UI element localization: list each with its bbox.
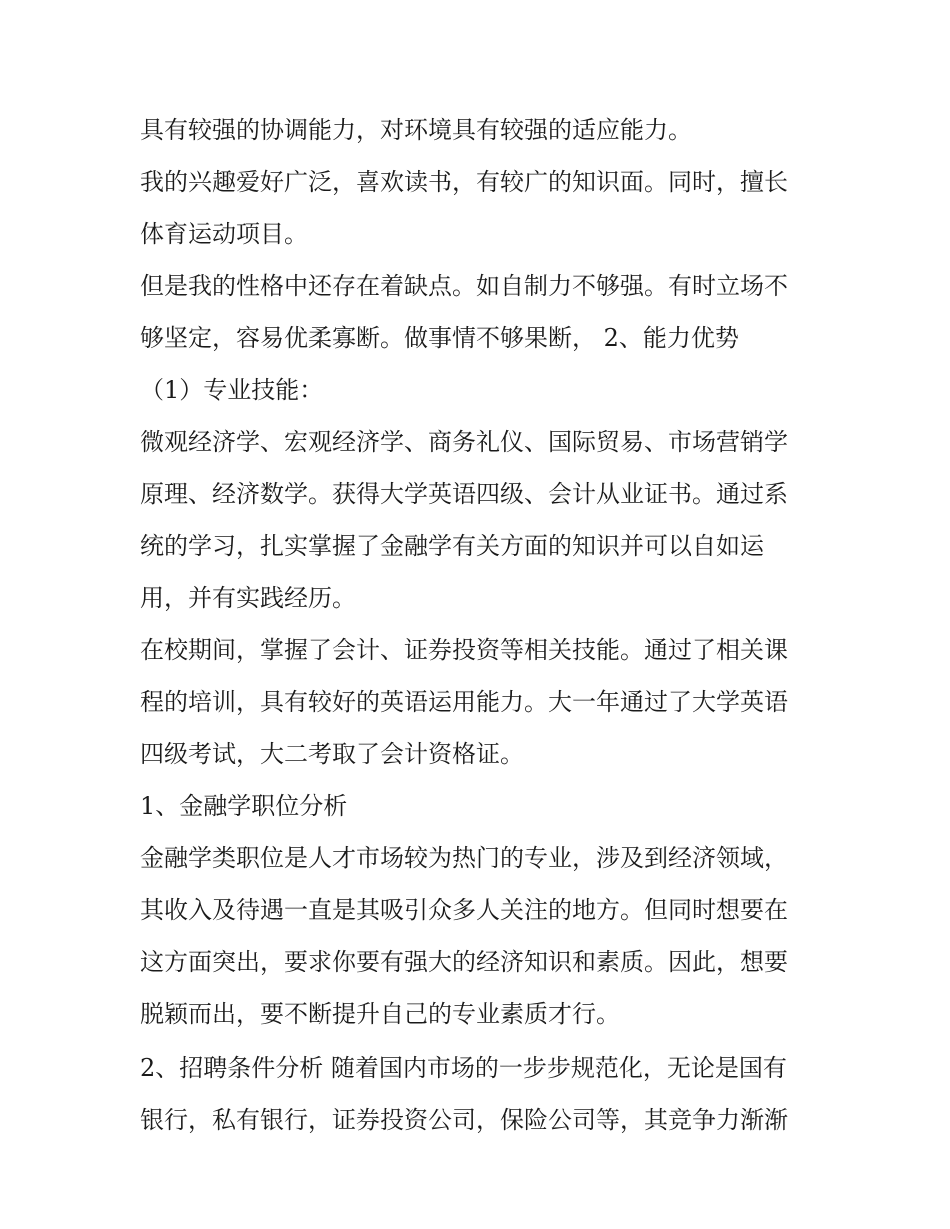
- text-line: 统的学习，扎实掌握了金融学有关方面的知识并可以自如运: [140, 532, 764, 560]
- section-heading: 1、金融学职位分析: [140, 792, 348, 820]
- text-line: 原理、经济数学。获得大学英语四级、会计从业证书。通过系: [140, 480, 788, 508]
- text-line: 但是我的性格中还存在着缺点。如自制力不够强。有时立场不: [140, 272, 788, 300]
- text-line: 程的培训，具有较好的英语运用能力。大一年通过了大学英语: [140, 688, 788, 716]
- text-line: 具有较强的协调能力，对环境具有较强的适应能力。: [140, 116, 692, 144]
- text-line: 2、招聘条件分析 随着国内市场的一步步规范化，无论是国有: [140, 1054, 787, 1082]
- text-line: 我的兴趣爱好广泛，喜欢读书，有较广的知识面。同时，擅长: [140, 168, 788, 196]
- text-line: 在校期间，掌握了会计、证券投资等相关技能。通过了相关课: [140, 636, 788, 664]
- text-line: 用，并有实践经历。: [140, 584, 356, 612]
- text-line: 金融学类职位是人才市场较为热门的专业，涉及到经济领域，: [140, 844, 788, 872]
- text-line: 体育运动项目。: [140, 220, 308, 248]
- text-line: 银行，私有银行，证券投资公司，保险公司等，其竞争力渐渐: [140, 1106, 788, 1134]
- text-line: 够坚定，容易优柔寡断。做事情不够果断， 2、能力优势: [140, 324, 739, 352]
- text-line: 其收入及待遇一直是其吸引众多人关注的地方。但同时想要在: [140, 896, 788, 924]
- text-line: （1）专业技能：: [140, 376, 324, 404]
- document-body: [140, 104, 830, 1146]
- text-line: 脱颖而出，要不断提升自己的专业素质才行。: [140, 1000, 620, 1028]
- text-line: 这方面突出，要求你要有强大的经济知识和素质。因此，想要: [140, 948, 788, 976]
- text-line: 微观经济学、宏观经济学、商务礼仪、国际贸易、市场营销学: [140, 428, 788, 456]
- text-line: 四级考试，大二考取了会计资格证。: [140, 740, 524, 768]
